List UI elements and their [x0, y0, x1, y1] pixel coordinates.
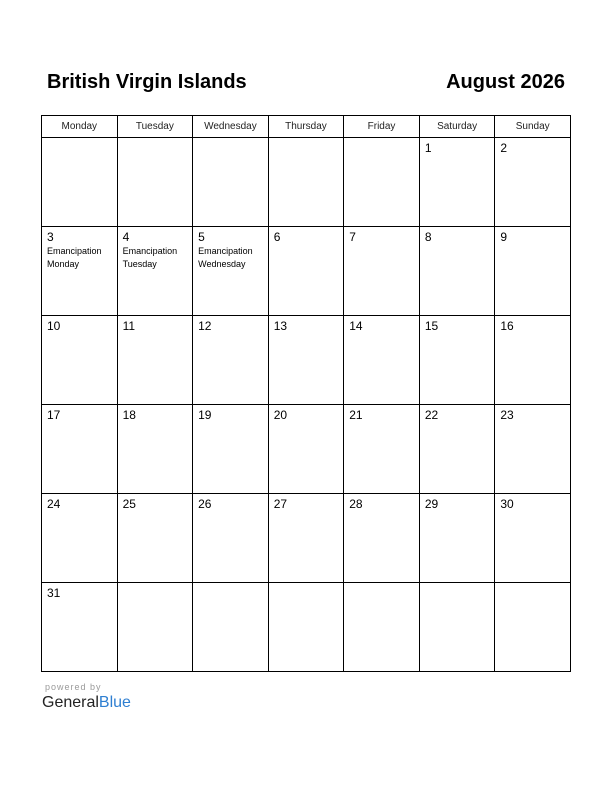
day-cell [495, 405, 571, 494]
day-number: 11 [122, 319, 136, 333]
day-cell [42, 138, 118, 227]
month-year-title: August 2026 [446, 71, 565, 93]
weekday-header: Sunday [495, 116, 571, 138]
day-cell [344, 583, 420, 672]
day-cell [419, 583, 495, 672]
day-number: 12 [198, 319, 212, 333]
day-cell [495, 583, 571, 672]
day-number: 23 [500, 408, 514, 422]
week-row [42, 138, 571, 227]
day-number: 13 [273, 319, 288, 333]
day-cell [344, 227, 420, 316]
day-cell [495, 494, 571, 583]
day-number: 15 [424, 319, 439, 333]
brand-name-part2: Blue [98, 694, 131, 711]
day-number: 9 [500, 230, 508, 244]
weekday-header: Tuesday [117, 116, 193, 138]
day-number: 22 [424, 408, 439, 422]
day-cell [495, 316, 571, 405]
week-row [42, 583, 571, 672]
day-number: 31 [47, 586, 61, 600]
day-cell [495, 227, 571, 316]
day-cell [193, 405, 269, 494]
weekday-header: Thursday [268, 116, 344, 138]
day-cell [268, 583, 344, 672]
day-cell [344, 405, 420, 494]
day-number: 18 [122, 408, 136, 422]
day-cell [42, 227, 118, 316]
day-cell [193, 227, 269, 316]
weekday-header: Wednesday [193, 116, 269, 138]
day-cell [117, 316, 193, 405]
day-number: 26 [198, 497, 212, 511]
day-cell [268, 405, 344, 494]
country-title: British Virgin Islands [47, 71, 247, 93]
day-cell [193, 138, 269, 227]
day-cell [117, 138, 193, 227]
day-cell [495, 138, 571, 227]
day-cell [42, 583, 118, 672]
day-cell [117, 405, 193, 494]
week-row [42, 316, 571, 405]
day-cell [344, 316, 420, 405]
day-number: 3 [47, 230, 54, 244]
day-number: 29 [424, 497, 439, 511]
week-row [42, 227, 571, 316]
day-number: 24 [47, 497, 61, 511]
day-cell [344, 138, 420, 227]
day-cell [193, 316, 269, 405]
day-cell [268, 138, 344, 227]
day-cell [42, 494, 118, 583]
day-number: 10 [47, 319, 61, 333]
day-number: 6 [273, 230, 281, 244]
calendar-grid [41, 115, 571, 672]
day-number: 30 [500, 497, 514, 511]
holiday-label: Emancipation Tuesday [122, 246, 178, 269]
weekday-header-row [42, 116, 571, 138]
weekday-header: Friday [344, 116, 420, 138]
day-number: 19 [198, 408, 212, 422]
day-number: 21 [349, 408, 363, 422]
day-cell [117, 227, 193, 316]
day-number: 7 [349, 230, 356, 244]
day-cell [419, 405, 495, 494]
day-number: 1 [424, 141, 432, 155]
day-cell [193, 494, 269, 583]
day-cell [268, 494, 344, 583]
day-number: 16 [500, 319, 514, 333]
day-cell [117, 583, 193, 672]
day-number: 8 [424, 230, 432, 244]
day-cell [42, 316, 118, 405]
day-cell [419, 227, 495, 316]
day-number: 4 [122, 230, 130, 244]
holiday-label: Emancipation Monday [47, 246, 102, 269]
day-cell [42, 405, 118, 494]
day-number: 5 [198, 230, 205, 244]
brand-name-part1: General [42, 694, 99, 711]
day-number: 17 [47, 408, 61, 422]
day-cell [117, 494, 193, 583]
day-cell [268, 316, 344, 405]
weekday-header: Monday [42, 116, 118, 138]
week-row [42, 494, 571, 583]
day-cell [344, 494, 420, 583]
brand-logo[interactable] [42, 694, 131, 712]
day-cell [193, 583, 269, 672]
powered-by-label: powered by [45, 682, 102, 692]
day-number: 28 [349, 497, 363, 511]
day-number: 20 [273, 408, 288, 422]
day-cell [419, 316, 495, 405]
day-cell [268, 227, 344, 316]
week-row [42, 405, 571, 494]
day-cell [419, 138, 495, 227]
weekday-header: Saturday [419, 116, 495, 138]
day-number: 2 [500, 141, 508, 155]
holiday-label: Emancipation Wednesday [198, 246, 253, 269]
day-cell [419, 494, 495, 583]
day-number: 27 [273, 497, 288, 511]
day-number: 14 [349, 319, 363, 333]
day-number: 25 [122, 497, 136, 511]
